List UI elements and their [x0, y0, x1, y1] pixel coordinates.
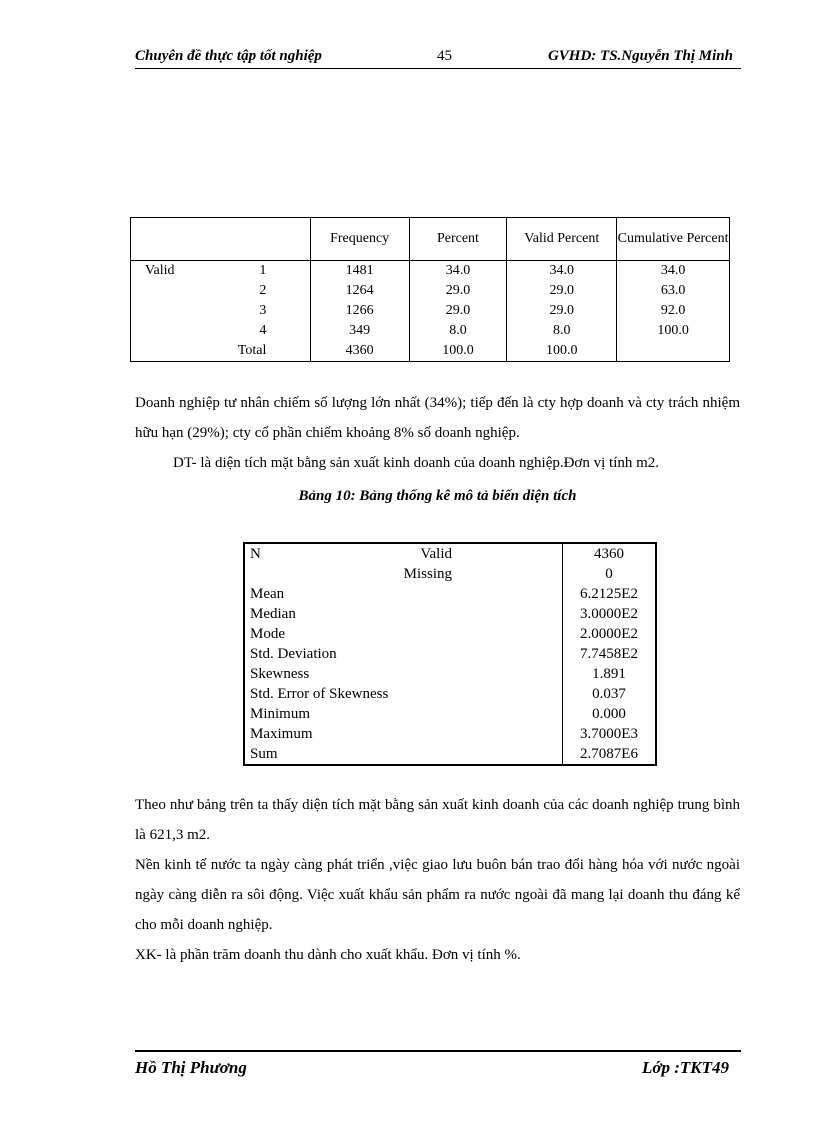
stat-sublabel-text: Missing	[403, 566, 452, 582]
header-advisor: GVHD: TS.Nguyễn Thị Minh	[547, 48, 733, 64]
stat-sublabel-text: Valid	[420, 546, 452, 562]
row-label-text: 3	[259, 303, 267, 318]
stat-value: 3.7000E3	[563, 724, 657, 744]
row-group-label: Valid	[145, 263, 175, 278]
valid-percent-cell: 29.0	[507, 281, 617, 301]
stat-sublabel	[394, 624, 563, 644]
cumulative-percent-cell	[617, 341, 730, 362]
stat-sublabel	[394, 584, 563, 604]
row-label-text: 1	[259, 263, 267, 278]
stat-value: 1.891	[563, 664, 657, 684]
stat-sublabel	[394, 644, 563, 664]
cumulative-percent-cell: 63.0	[617, 281, 730, 301]
table-row	[131, 301, 730, 321]
table-row	[244, 744, 656, 765]
page-number: 45	[437, 48, 452, 64]
table-row	[244, 543, 656, 564]
paragraph-1	[135, 388, 740, 448]
table-row	[131, 261, 730, 282]
valid-percent-cell: 100.0	[507, 341, 617, 362]
frequency-cell: 1266	[310, 301, 409, 321]
percent-cell: 29.0	[409, 301, 507, 321]
percent-cell: 34.0	[409, 261, 507, 282]
stat-sublabel	[394, 744, 563, 765]
table-row	[244, 724, 656, 744]
row-label-text: 4	[259, 323, 267, 338]
cumulative-percent-cell: 100.0	[617, 321, 730, 341]
valid-percent-cell: 34.0	[507, 261, 617, 282]
page-header	[135, 48, 741, 69]
stat-sublabel	[394, 604, 563, 624]
percent-cell: 100.0	[409, 341, 507, 362]
stat-value: 0.000	[563, 704, 657, 724]
frequency-cell: 4360	[310, 341, 409, 362]
row-label	[220, 301, 310, 321]
row-group-label	[131, 321, 221, 341]
stat-value: 7.7458E2	[563, 644, 657, 664]
row-label-text: 2	[259, 283, 267, 298]
frequency-table-header	[131, 218, 730, 261]
header-blank	[131, 218, 311, 261]
stat-label	[244, 564, 394, 584]
header-cumulative-percent: Cumulative Percent	[617, 218, 730, 261]
paragraph-4-text: Nền kinh tế nước ta ngày càng phát triển ,việc giao lưu buôn bán trao đổi hàng hóa với nước ngoài ngày càng diễn ra sôi động. Việc xuất khẩu sản phẩm ra nước ngoài đã mang lại doanh thu đáng kể cho mỗi doanh nghiệp.	[135, 857, 740, 933]
stat-sublabel	[394, 684, 563, 704]
stat-value: 4360	[563, 543, 657, 564]
table-row	[244, 644, 656, 664]
stat-label: Skewness	[250, 666, 310, 682]
paragraph-3-text: Theo như bảng trên ta thấy diện tích mặt bằng sản xuất kinh doanh của các doanh nghiệp trung bình là 621,3 m2.	[135, 797, 740, 843]
table-row	[131, 341, 730, 362]
valid-percent-cell: 29.0	[507, 301, 617, 321]
table-row	[244, 664, 656, 684]
stat-sublabel	[394, 664, 563, 684]
table-row	[244, 604, 656, 624]
stat-sublabel	[394, 564, 563, 584]
table-row	[244, 624, 656, 644]
stat-label: Maximum	[250, 726, 313, 742]
paragraph-3	[135, 790, 740, 850]
paragraph-4	[135, 850, 740, 940]
stat-label: Mean	[250, 586, 285, 602]
row-label	[220, 261, 310, 282]
cumulative-percent-cell: 34.0	[617, 261, 730, 282]
table-row	[244, 564, 656, 584]
stat-sublabel	[394, 543, 563, 564]
stat-label: Std. Deviation	[250, 646, 337, 662]
stat-label: Minimum	[250, 706, 311, 722]
row-group-label	[131, 341, 221, 362]
percent-cell: 8.0	[409, 321, 507, 341]
stat-value: 2.0000E2	[563, 624, 657, 644]
valid-percent-cell: 8.0	[507, 321, 617, 341]
row-label-text: Total	[237, 343, 267, 358]
header-percent: Percent	[409, 218, 507, 261]
table-caption: Bảng 10: Bảng thống kê mô tả biến diện tích	[298, 488, 577, 504]
header-valid-percent: Valid Percent	[507, 218, 617, 261]
stat-label: Sum	[250, 746, 278, 762]
frequency-cell: 1481	[310, 261, 409, 282]
stat-value: 6.2125E2	[563, 584, 657, 604]
row-label	[220, 341, 310, 362]
paragraph-2-text: DT- là diện tích mặt bằng sản xuất kinh doanh của doanh nghiệp.Đơn vị tính m2.	[173, 455, 660, 471]
table-row	[244, 684, 656, 704]
row-label	[220, 321, 310, 341]
stat-label: Std. Error of Skewness	[250, 686, 389, 702]
table-row	[131, 281, 730, 301]
stat-value: 0.037	[563, 684, 657, 704]
paragraph-1-text: Doanh nghiệp tư nhân chiếm số lượng lớn nhất (34%); tiếp đến là cty hợp doanh và cty trách nhiệm hữu hạn (29%); cty cổ phần chiếm khoảng 8% số doanh nghiệp.	[135, 395, 740, 441]
paragraph-2	[135, 448, 740, 478]
table-row	[244, 584, 656, 604]
row-group-label	[131, 281, 221, 301]
cumulative-percent-cell: 92.0	[617, 301, 730, 321]
row-group-label	[131, 301, 221, 321]
stat-label: N	[250, 546, 261, 562]
paragraph-5	[135, 940, 740, 970]
footer-author: Hồ Thị Phương	[135, 1058, 247, 1077]
stat-value: 2.7087E6	[563, 744, 657, 765]
frequency-cell: 349	[310, 321, 409, 341]
stat-label: Median	[250, 606, 296, 622]
stat-value: 0	[563, 564, 657, 584]
table-row	[131, 321, 730, 341]
stat-value: 3.0000E2	[563, 604, 657, 624]
paragraph-5-text: XK- là phần trăm doanh thu dành cho xuất khẩu. Đơn vị tính %.	[135, 947, 521, 963]
header-title: Chuyên đề thực tập tốt nghiệp	[135, 48, 322, 64]
frequency-table	[130, 217, 730, 362]
table-row	[244, 704, 656, 724]
stat-sublabel	[394, 704, 563, 724]
stat-sublabel	[394, 724, 563, 744]
descriptive-stats-table	[243, 542, 657, 766]
stat-label: Mode	[250, 626, 285, 642]
row-label	[220, 281, 310, 301]
footer-class: Lớp :TKT49	[641, 1058, 729, 1077]
frequency-cell: 1264	[310, 281, 409, 301]
page-footer	[135, 1050, 741, 1077]
header-frequency: Frequency	[310, 218, 409, 261]
percent-cell: 29.0	[409, 281, 507, 301]
